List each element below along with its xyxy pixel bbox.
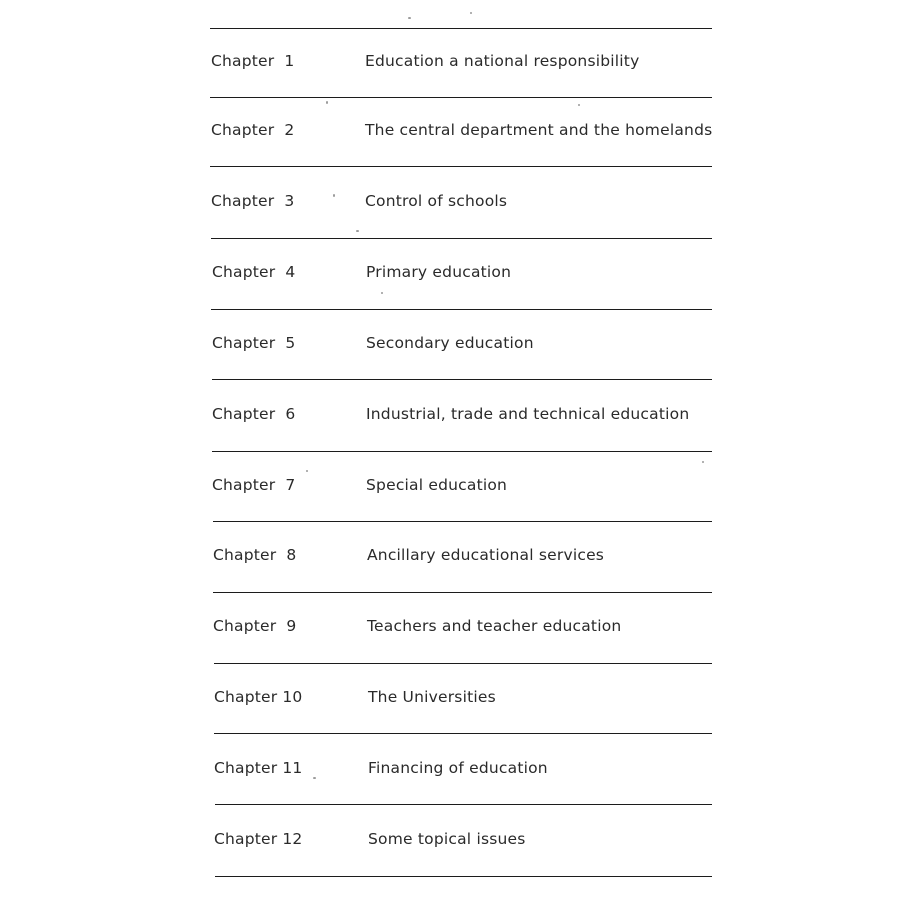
chapter-title: Financing of education: [368, 759, 548, 777]
chapter-label: Chapter 5: [212, 334, 296, 352]
chapter-row: [212, 405, 732, 435]
chapter-title: Education a national responsibility: [365, 52, 640, 70]
scan-speck: [306, 470, 308, 472]
chapter-number: 7: [285, 476, 296, 494]
chapter-label: Chapter 9: [213, 617, 297, 635]
scan-speck: [313, 777, 316, 779]
chapter-label: Chapter 3: [211, 192, 295, 210]
divider-line: [213, 521, 712, 522]
divider-line: [210, 97, 712, 98]
chapter-title: Secondary education: [366, 334, 534, 352]
scan-speck: [326, 101, 328, 104]
chapter-row: [214, 759, 734, 789]
chapter-number: 12: [282, 830, 303, 848]
chapter-row: [213, 617, 733, 647]
chapter-title: Special education: [366, 476, 508, 494]
chapter-title: Industrial, trade and technical education: [366, 405, 690, 423]
chapter-row: [211, 52, 731, 82]
divider-line: [215, 804, 712, 805]
scan-speck: [408, 17, 411, 19]
chapter-title: Ancillary educational services: [367, 546, 605, 564]
scan-speck: [333, 194, 335, 197]
chapter-title: Teachers and teacher education: [367, 617, 622, 635]
scan-speck: [702, 461, 704, 463]
chapter-number: 11: [282, 759, 303, 777]
chapter-label: Chapter 12: [214, 830, 303, 848]
chapter-number: 9: [286, 617, 297, 635]
divider-line: [212, 379, 712, 380]
chapter-number: 2: [284, 121, 295, 139]
chapter-row: [214, 688, 734, 718]
chapter-label: Chapter 11: [214, 759, 303, 777]
chapter-label: Chapter 10: [214, 688, 303, 706]
chapter-title: The central department and the homelands: [365, 121, 713, 139]
chapter-number: 4: [285, 263, 296, 281]
chapter-label: Chapter 2: [211, 121, 295, 139]
chapter-number: 1: [284, 52, 295, 70]
chapter-title: Control of schools: [365, 192, 508, 210]
chapter-row: [212, 476, 732, 506]
scan-speck: [578, 104, 580, 106]
chapter-number: 10: [282, 688, 303, 706]
divider-line: [215, 876, 712, 877]
chapter-number: 3: [284, 192, 295, 210]
chapter-label: Chapter 4: [212, 263, 296, 281]
divider-line: [214, 663, 712, 664]
chapter-row: [211, 192, 731, 222]
chapter-label: Chapter 1: [211, 52, 295, 70]
divider-line: [212, 451, 712, 452]
divider-line: [211, 309, 712, 310]
chapter-row: [212, 263, 732, 293]
divider-line: [214, 733, 712, 734]
scan-speck: [356, 230, 359, 232]
chapter-number: 8: [286, 546, 297, 564]
chapter-row: [212, 334, 732, 364]
scan-speck: [470, 12, 472, 14]
chapter-label: Chapter 7: [212, 476, 296, 494]
chapter-title: The Universities: [368, 688, 496, 706]
chapter-title: Some topical issues: [368, 830, 526, 848]
chapter-number: 6: [285, 405, 296, 423]
chapter-number: 5: [285, 334, 296, 352]
divider-line: [213, 592, 712, 593]
divider-line: [210, 28, 712, 29]
chapter-label: Chapter 6: [212, 405, 296, 423]
chapter-row: [213, 546, 733, 576]
chapter-title: Primary education: [366, 263, 512, 281]
divider-line: [210, 166, 712, 167]
chapter-row: [214, 830, 734, 860]
scan-speck: [381, 292, 383, 294]
divider-line: [211, 238, 712, 239]
chapter-row: [211, 121, 731, 151]
chapter-label: Chapter 8: [213, 546, 297, 564]
